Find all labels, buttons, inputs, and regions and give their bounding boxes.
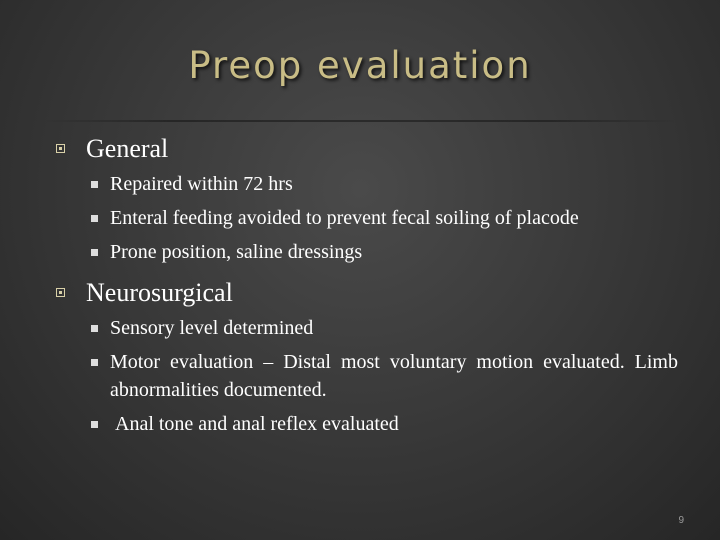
list-item [56,204,678,232]
bullet-text: Sensory level determined [110,317,314,339]
bullet-list [56,314,678,438]
bullet-text: Repaired within 72 hrs [110,173,293,195]
bullet-text: Motor evaluation – Distal most voluntary motion evaluated. Limb abnormalities documented. [110,351,678,401]
list-item [56,348,678,404]
bullet-text: Prone position, saline dressings [110,241,363,263]
list-item [56,410,678,438]
section-heading: Neurosurgical [86,278,233,307]
bullet-list [56,170,678,266]
section-heading: General [86,134,169,163]
slide-title: Preop evaluation [188,44,532,87]
list-item [56,314,678,342]
bullet-icon [91,249,98,256]
list-item [56,238,678,266]
bullet-icon [91,325,98,332]
slide-content [56,132,678,444]
list-item [56,170,678,198]
bullet-icon [91,215,98,222]
title-divider [44,120,676,122]
bullet-icon [91,359,98,366]
section-neurosurgical [56,276,678,438]
section-general [56,132,678,266]
square-bullet-icon [56,144,65,153]
page-number: 9 [678,515,684,526]
bullet-icon [91,421,98,428]
square-bullet-icon [56,288,65,297]
bullet-text: Enteral feeding avoided to prevent fecal soiling of placode [110,207,579,229]
bullet-text: Anal tone and anal reflex evaluated [110,413,399,435]
bullet-icon [91,181,98,188]
